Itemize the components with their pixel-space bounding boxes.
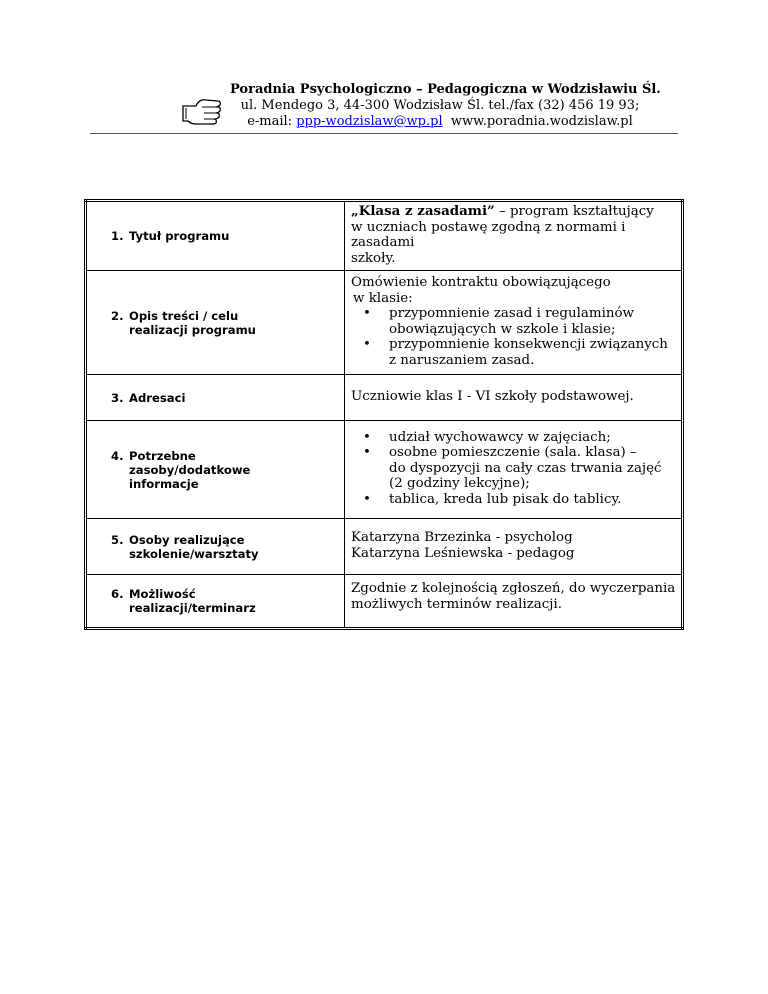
item-line: • tablica, kreda lub pisak do tablicy. [389, 491, 622, 507]
row-label [86, 519, 345, 575]
table-row [86, 375, 683, 421]
list-item [351, 430, 677, 446]
list-item [351, 306, 677, 337]
item-line: • przypomnienie zasad i regulaminów [389, 306, 635, 321]
value-line [351, 204, 677, 220]
label-text: informacje [129, 476, 199, 491]
value-line: w uczniach postawę zgodną z normami i zasadami [351, 219, 626, 250]
row-value [345, 421, 683, 519]
label-text: Opis treści / celu [129, 308, 239, 323]
pointing-hand-icon [182, 97, 222, 125]
value-line: Uczniowie klas I - VI szkoły podstawowej. [351, 388, 634, 404]
row-value [345, 271, 683, 375]
label-text: Tytuł programu [129, 229, 230, 243]
row-number: 1. [111, 229, 124, 243]
label-text: realizacji/terminarz [129, 601, 256, 615]
list-item [351, 445, 677, 492]
program-table [84, 199, 684, 630]
program-title: „Klasa z zasadami” [351, 203, 495, 219]
row-label [86, 201, 345, 271]
item-line: • osobne pomieszczenie (sala. klasa) – [389, 445, 637, 461]
row-number: 6. [111, 587, 124, 601]
header-divider [90, 133, 678, 134]
list-item [351, 337, 677, 368]
label-text: Adresaci [129, 390, 186, 405]
bullet-list [351, 306, 677, 368]
item-line: z naruszaniem zasad. [389, 352, 535, 368]
website-text: www.poradnia.wodzislaw.pl [450, 114, 633, 129]
value-line: Katarzyna Leśniewska - pedagog [351, 545, 575, 561]
item-line: (2 godziny lekcyjne); [389, 476, 530, 492]
value-line: w klasie: [353, 290, 413, 306]
label-text: szkolenie/warsztaty [129, 546, 259, 561]
table-row [86, 575, 683, 629]
letterhead-text [230, 82, 661, 130]
value-line: Katarzyna Brzezinka - psycholog [351, 530, 573, 545]
table-row [86, 201, 683, 271]
letterhead [90, 82, 678, 134]
value-line: Omówienie kontraktu obowiązującego [351, 275, 611, 290]
item-line: • udział wychowawcy w zajęciach; [389, 429, 611, 445]
label-text: Osoby realizujące [129, 532, 245, 547]
table-row [86, 519, 683, 575]
table-row [86, 271, 683, 375]
label-text: Możliwość [129, 587, 196, 601]
table-row [86, 421, 683, 519]
value-line: Zgodnie z kolejnością zgłoszeń, do wyczerpania [351, 581, 676, 596]
row-value [345, 375, 683, 421]
email-label: e-mail: [247, 114, 297, 129]
label-text: realizacji programu [129, 322, 256, 337]
list-item [351, 492, 677, 508]
label-text: zasoby/dodatkowe [129, 462, 251, 477]
email-link[interactable]: ppp-wodzislaw@wp.pl [296, 114, 443, 129]
row-value [345, 575, 683, 629]
row-number: 5. [111, 532, 124, 547]
bullet-list [351, 430, 677, 508]
row-number: 2. [111, 308, 124, 323]
address-line: ul. Mendego 3, 44-300 Wodzisław Śl. tel./fax (32) 456 19 93; [240, 98, 640, 113]
row-value [345, 519, 683, 575]
item-line: • przypomnienie konsekwencji związanych [389, 337, 668, 352]
program-subtitle: – program kształtujący [494, 204, 654, 219]
value-line: szkoły. [351, 250, 396, 266]
label-text: Potrzebne [129, 448, 196, 463]
item-line: do dyspozycji na cały czas trwania zajęć [389, 460, 662, 476]
row-number: 4. [111, 448, 124, 463]
row-number: 3. [111, 390, 124, 405]
row-value [345, 201, 683, 271]
row-label [86, 375, 345, 421]
row-label [86, 575, 345, 629]
contact-line [230, 114, 650, 130]
row-label [86, 421, 345, 519]
row-label [86, 271, 345, 375]
institution-name: Poradnia Psychologiczno – Pedagogiczna w Wodzisławiu Śl. [230, 82, 661, 97]
item-line: obowiązujących w szkole i klasie; [389, 321, 616, 337]
value-line: możliwych terminów realizacji. [351, 596, 562, 612]
